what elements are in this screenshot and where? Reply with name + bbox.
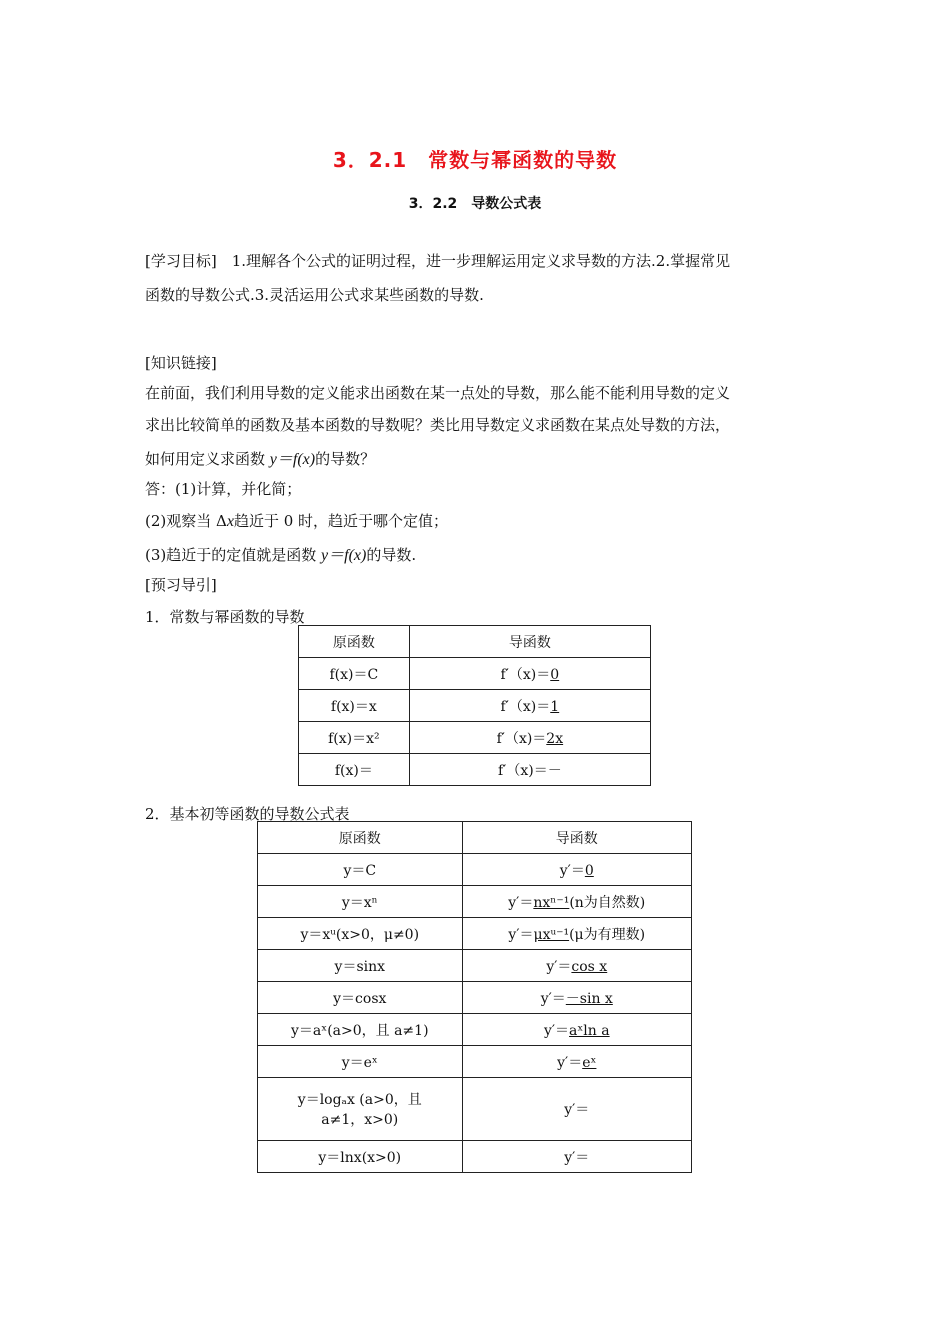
derivative-cell — [409, 722, 650, 754]
step-3-tail: 的导数. — [366, 546, 417, 564]
derivative-prefix: f′（x)＝ — [496, 730, 547, 747]
function-text: f(x)＝C — [329, 666, 379, 683]
function-text: y＝lnx(x>0) — [318, 1149, 402, 1166]
preview-heading: [预习导引] — [145, 576, 217, 594]
table-header-row — [258, 822, 692, 854]
table-row — [258, 1014, 692, 1046]
original-function-cell — [258, 854, 463, 886]
table-row — [299, 658, 651, 690]
page-title: 3．2.1 常数与幂函数的导数 — [332, 148, 618, 172]
derivative-prefix: f′（x)＝ — [500, 666, 551, 683]
original-function-cell — [258, 918, 463, 950]
derivative-answer: 0 — [550, 666, 560, 683]
derivative-prefix: y′＝ — [559, 862, 585, 879]
function-text: y＝xᵘ(x>0，μ≠0) — [300, 926, 420, 943]
derivative-note: (n为自然数) — [569, 894, 646, 911]
derivative-cell — [409, 658, 650, 690]
table-row — [258, 1078, 692, 1141]
section-1-heading: 1．常数与幂函数的导数 — [145, 608, 305, 626]
derivative-answer: 2x — [546, 730, 564, 747]
step-3-math: y＝f(x) — [321, 547, 367, 564]
power-derivative-table — [298, 625, 651, 786]
knowledge-link-para-3 — [145, 446, 375, 469]
table-row — [258, 918, 692, 950]
table-row — [258, 1141, 692, 1173]
function-text: y＝eˣ — [341, 1054, 378, 1071]
derivative-answer: eˣ — [582, 1054, 597, 1071]
knowledge-link-para-1: 在前面，我们利用导数的定义能求出函数在某一点处的导数，那么能不能利用导数的定义 — [145, 384, 731, 402]
step-2-text: (2)观察当 Δ — [145, 512, 227, 530]
derivative-answer: μxᵘ⁻¹ — [533, 926, 570, 943]
derivative-prefix: f′（x)＝－ — [497, 762, 562, 779]
function-text: f(x)＝x — [330, 698, 377, 715]
answer-step-3 — [145, 542, 416, 565]
answer-step-2 — [145, 510, 448, 531]
derivative-prefix: y′＝ — [508, 894, 534, 911]
derivative-cell — [462, 918, 691, 950]
derivative-answer: 0 — [584, 862, 594, 879]
section-2-heading: 2．基本初等函数的导数公式表 — [145, 805, 350, 823]
function-text: y＝cosx — [333, 990, 387, 1007]
derivative-cell — [409, 690, 650, 722]
table-row — [258, 886, 692, 918]
function-text-cont: a≠1，x>0) — [321, 1112, 399, 1128]
original-function-cell — [299, 722, 410, 754]
derivative-prefix: y′＝ — [564, 1102, 590, 1118]
knowledge-link-heading: [知识链接] — [145, 354, 217, 372]
derivative-cell — [462, 1014, 691, 1046]
original-function-cell — [258, 886, 463, 918]
derivative-prefix: y′＝ — [508, 926, 534, 943]
header-original-function: 原函数 — [258, 822, 463, 854]
derivative-prefix: y′＝ — [543, 1022, 570, 1039]
function-text: y＝aˣ(a>0，且 a≠1) — [291, 1022, 429, 1039]
function-text: y＝sinx — [334, 958, 386, 975]
original-function-cell — [299, 658, 410, 690]
objectives-line-1: [学习目标] 1.理解各个公式的证明过程，进一步理解运用定义求导数的方法.2.掌握常见 — [145, 252, 731, 270]
derivative-cell — [462, 1046, 691, 1078]
original-function-cell — [299, 690, 410, 722]
table-row — [258, 982, 692, 1014]
para-3-tail: 的导数？ — [315, 450, 376, 468]
function-text: y＝xⁿ — [341, 894, 378, 911]
derivative-prefix: y′＝ — [557, 1054, 583, 1071]
objectives-line-2: 函数的导数公式.3.灵活运用公式求某些函数的导数. — [145, 286, 484, 304]
table-row — [299, 722, 651, 754]
original-function-cell — [258, 982, 463, 1014]
derivative-cell — [409, 754, 650, 786]
function-text: y＝C — [343, 862, 377, 879]
step-3-text: (3)趋近于的定值就是函数 — [145, 546, 322, 564]
table-row — [258, 950, 692, 982]
table-row — [299, 690, 651, 722]
derivative-prefix: y′＝ — [564, 1149, 590, 1166]
derivative-answer: 1 — [550, 698, 560, 715]
derivative-answer: nxⁿ⁻¹ — [533, 894, 570, 911]
derivative-note: (μ为有理数) — [569, 926, 646, 943]
derivative-answer: －sin x — [565, 990, 613, 1007]
original-function-cell — [299, 754, 410, 786]
page-subtitle: 3．2.2 导数公式表 — [408, 196, 542, 212]
para-3-math: y＝f(x) — [269, 451, 316, 468]
header-derivative: 导函数 — [409, 626, 650, 658]
step-2-math: x — [226, 513, 234, 530]
derivative-cell — [462, 1078, 691, 1141]
derivative-answer: aˣln a — [569, 1022, 610, 1039]
function-text: f(x)＝x² — [328, 730, 380, 747]
table-row — [258, 854, 692, 886]
original-function-cell — [258, 1141, 463, 1173]
derivative-cell — [462, 854, 691, 886]
original-function-cell — [258, 1078, 463, 1141]
function-text: y＝logₐx (a>0，且 — [297, 1092, 422, 1108]
derivative-cell — [462, 1141, 691, 1173]
derivative-cell — [462, 886, 691, 918]
derivative-cell — [462, 950, 691, 982]
original-function-cell — [258, 950, 463, 982]
original-function-cell — [258, 1046, 463, 1078]
derivative-answer: cos x — [571, 958, 608, 975]
step-2-tail: 趋近于 0 时，趋近于哪个定值； — [233, 512, 449, 530]
para-3-text: 如何用定义求函数 — [145, 450, 270, 468]
table-header-row — [299, 626, 651, 658]
derivative-prefix: f′（x)＝ — [500, 698, 551, 715]
knowledge-link-para-2: 求出比较简单的函数及基本函数的导数呢？类比用导数定义求函数在某点处导数的方法， — [145, 416, 731, 434]
header-derivative: 导函数 — [462, 822, 691, 854]
answer-step-1: 答：(1)计算，并化简； — [145, 480, 302, 498]
original-function-cell — [258, 1014, 463, 1046]
function-text: f(x)＝ — [334, 762, 373, 779]
derivative-prefix: y′＝ — [546, 958, 572, 975]
table-row — [299, 754, 651, 786]
header-original-function: 原函数 — [299, 626, 410, 658]
derivative-prefix: y′＝ — [540, 990, 566, 1007]
derivative-cell — [462, 982, 691, 1014]
table-row — [258, 1046, 692, 1078]
derivative-formula-table — [257, 821, 692, 1173]
